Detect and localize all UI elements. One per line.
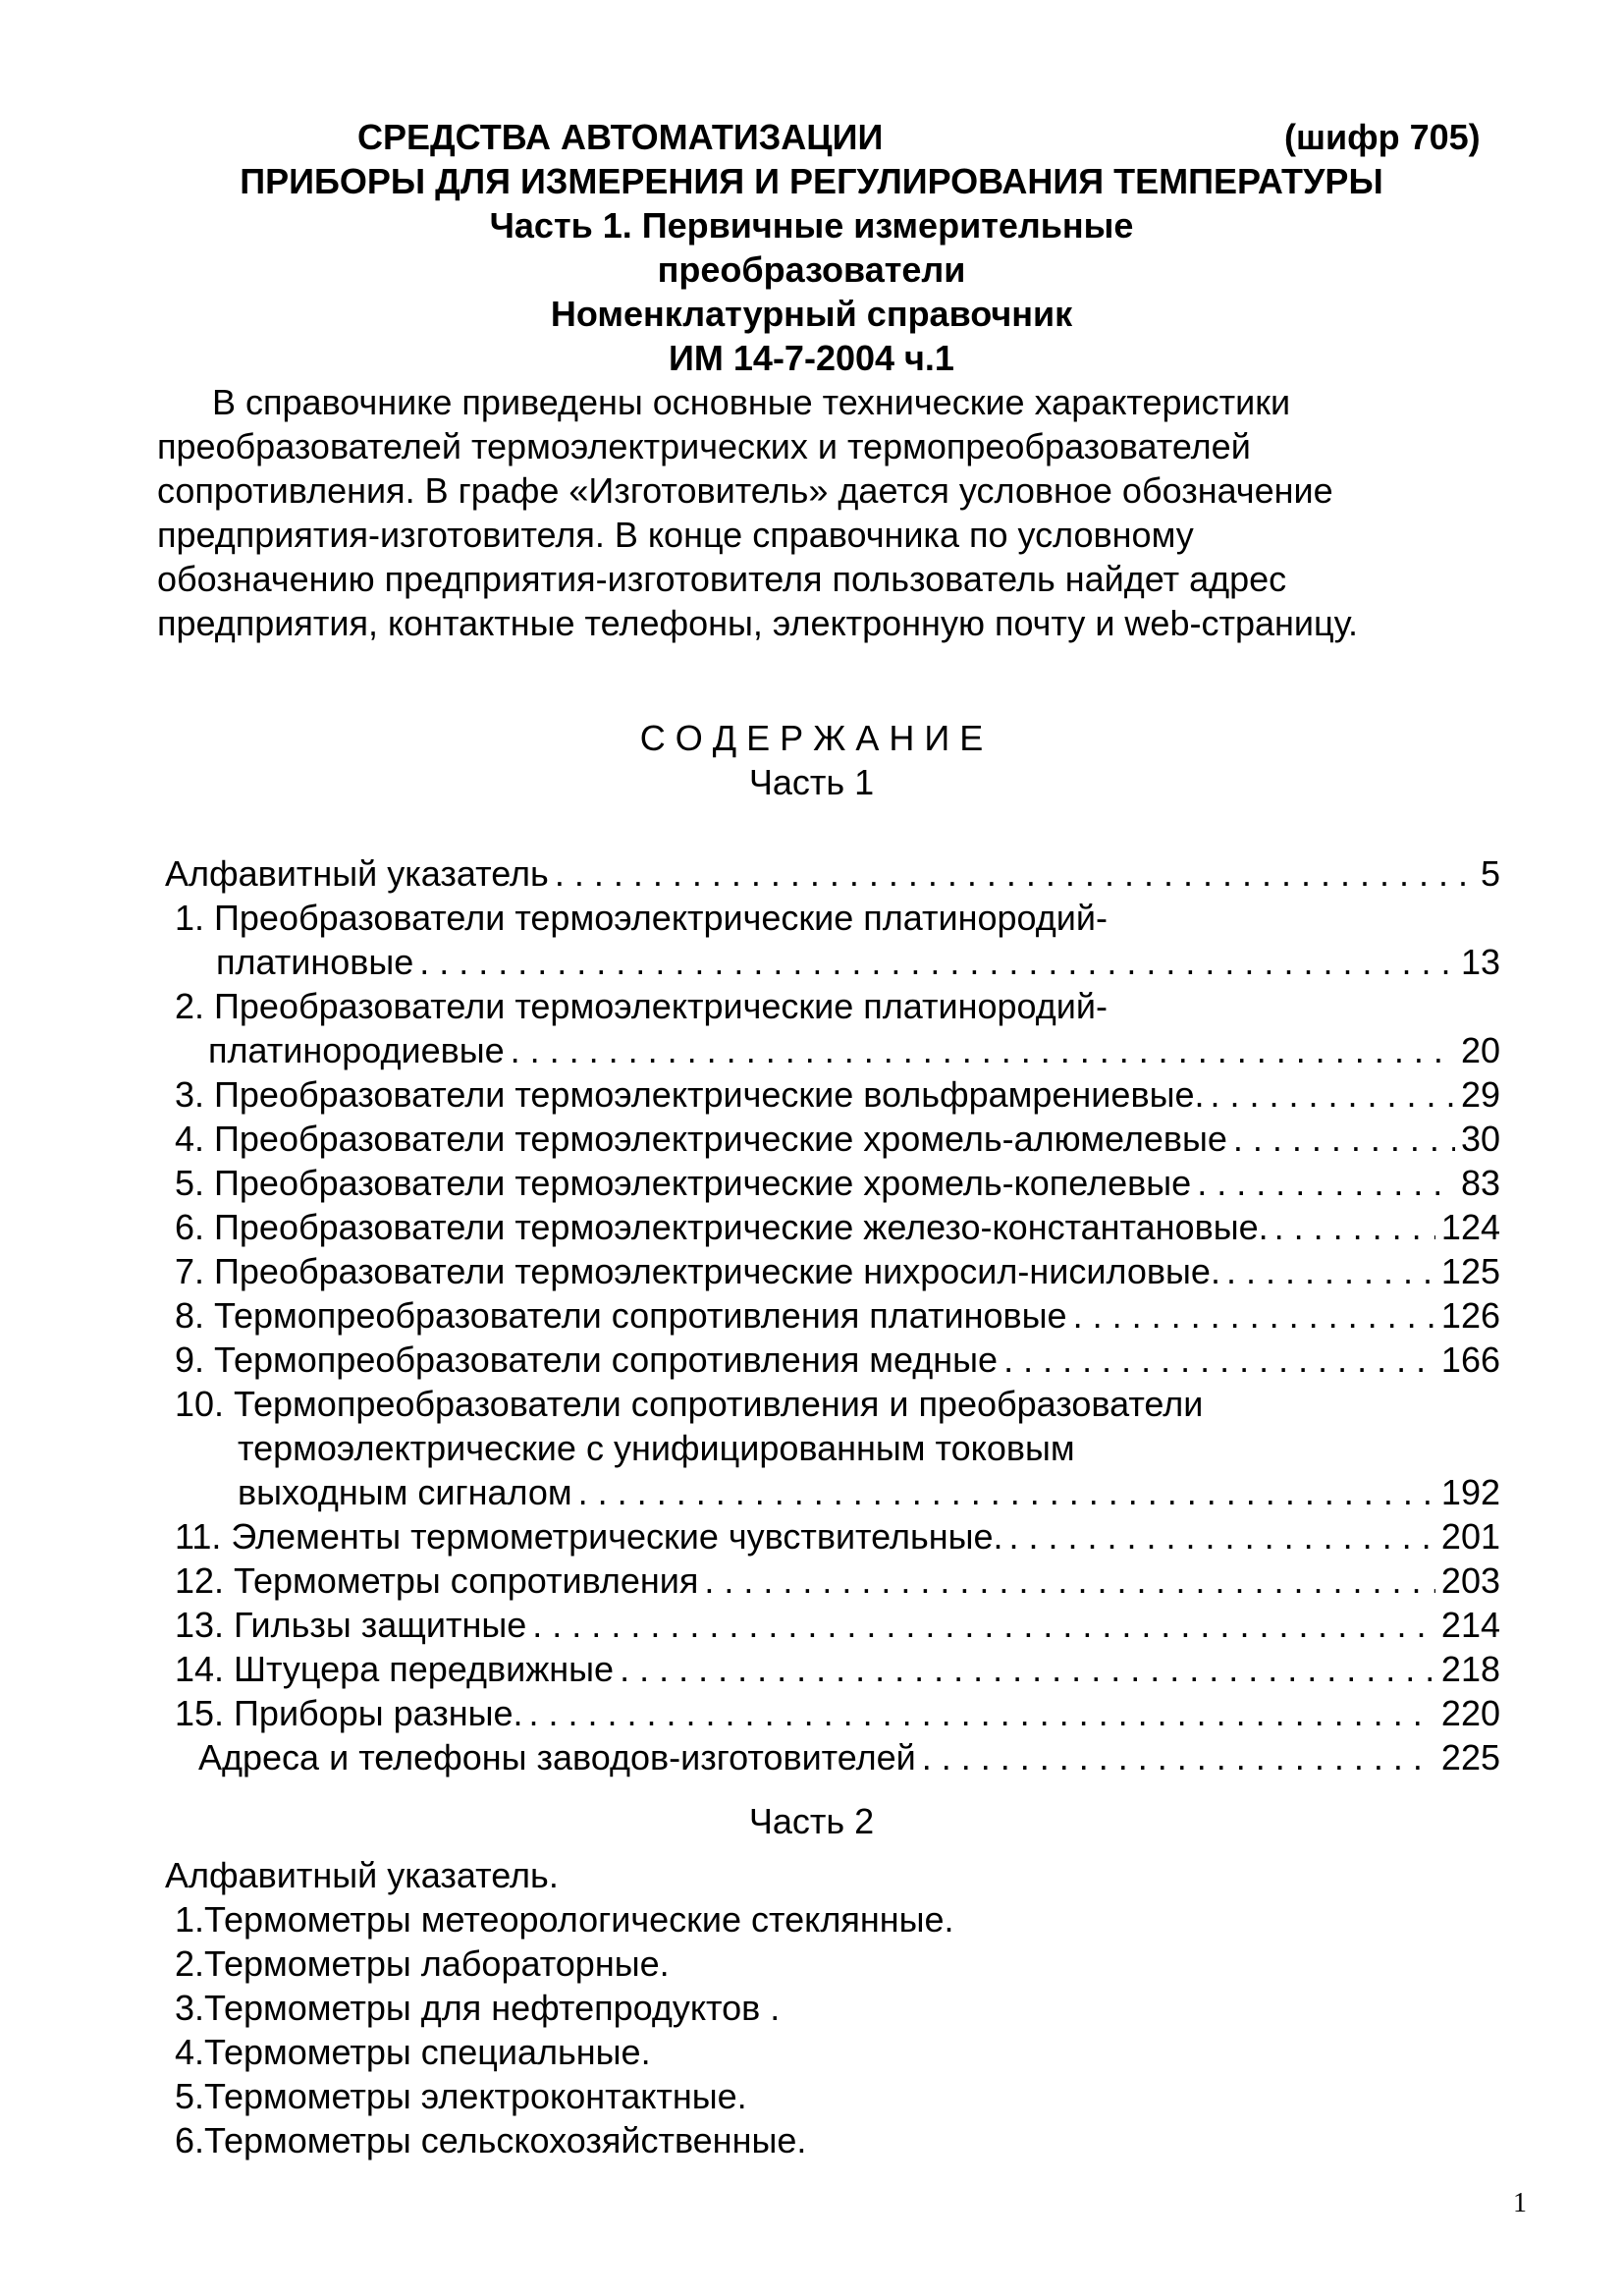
toc-entry-page: 201	[1440, 1516, 1500, 1557]
toc-entry-page: 83	[1460, 1163, 1500, 1203]
toc-leader	[529, 1692, 1435, 1735]
title-line1: СРЕДСТВА АВТОМАТИЗАЦИИ	[357, 117, 884, 157]
toc-entry	[198, 1736, 1500, 1779]
toc-entry-page: 214	[1440, 1605, 1500, 1645]
toc-entry-page: 126	[1440, 1295, 1500, 1336]
part2-item: 1.Термометры метеорологические стеклянные.	[175, 1899, 954, 1940]
intro-line: предприятия-изготовителя. В конце справочника по условному	[157, 515, 1194, 555]
toc-leader	[1003, 1339, 1435, 1382]
toc-entry-page: 220	[1440, 1693, 1500, 1733]
part-title-line1: Часть 1. Первичные измерительные	[489, 205, 1134, 246]
toc-leader	[1274, 1206, 1435, 1249]
toc-leader	[1233, 1118, 1455, 1161]
part2-item: 5.Термометры электроконтактные.	[175, 2076, 747, 2116]
toc-entry-page: 13	[1460, 942, 1500, 982]
part2-item: Алфавитный указатель.	[165, 1855, 559, 1895]
toc-leader	[555, 852, 1465, 896]
toc-entry	[208, 1029, 1500, 1072]
toc-entry-page: 124	[1440, 1207, 1500, 1247]
intro-line: сопротивления. В графе «Изготовитель» дается условное обозначение	[157, 470, 1333, 511]
part2-item: 6.Термометры сельскохозяйственные.	[175, 2120, 807, 2160]
toc-entry-title: 6. Преобразователи термоэлектрические железо-константановые.	[175, 1207, 1269, 1247]
intro-line: преобразователей термоэлектрических и термопреобразователей	[157, 426, 1251, 466]
toc-entry-title: Алфавитный указатель	[165, 853, 549, 894]
contents-heading: С О Д Е Р Ж А Н И Е	[639, 718, 984, 758]
toc-entry	[175, 1073, 1500, 1117]
toc-entry-title: 7. Преобразователи термоэлектрические нихросил-нисиловые.	[175, 1251, 1220, 1291]
intro-line: В справочнике приведены основные технические характеристики	[212, 382, 1291, 422]
toc-entry	[165, 852, 1500, 896]
toc-entry-page: 203	[1440, 1560, 1500, 1601]
toc-entry	[238, 1471, 1500, 1514]
toc-entry-page: 5	[1480, 853, 1500, 894]
toc-entry	[175, 1118, 1500, 1161]
toc-entry	[175, 1692, 1500, 1735]
toc-entry-title: 14. Штуцера передвижные	[175, 1649, 615, 1689]
document-id: ИМ 14-7-2004 ч.1	[669, 338, 954, 378]
toc-entry	[175, 1515, 1500, 1558]
toc-entry-title: 8. Термопреобразователи сопротивления платиновые	[175, 1295, 1067, 1336]
toc-entry-page: 192	[1440, 1472, 1500, 1512]
toc-entry-title: платинородиевые	[208, 1030, 505, 1070]
toc-entry	[175, 1604, 1500, 1647]
part-title-line2: преобразователи	[657, 249, 966, 290]
toc-entry	[175, 1559, 1500, 1603]
title-line2: ПРИБОРЫ ДЛЯ ИЗМЕРЕНИЯ И РЕГУЛИРОВАНИЯ ТЕМПЕРАТУРЫ	[240, 161, 1383, 201]
toc-leader	[1073, 1294, 1435, 1338]
toc-entry	[216, 941, 1500, 984]
reference-title: Номенклатурный справочник	[550, 294, 1073, 334]
toc-leader	[532, 1604, 1435, 1647]
intro-line: обозначению предприятия-изготовителя пользователь найдет адрес	[157, 559, 1287, 599]
toc-entry-title: термоэлектрические с унифицированным токовым	[238, 1428, 1075, 1468]
toc-entry-title: 9. Термопреобразователи сопротивления медные	[175, 1339, 999, 1380]
page-number: 1	[1513, 2188, 1527, 2218]
toc-entry-title: 3. Преобразователи термоэлектрические вольфрамрениевые.	[175, 1074, 1205, 1115]
toc-entry-title: Адреса и телефоны заводов-изготовителей	[198, 1737, 916, 1777]
toc-leader	[1009, 1515, 1435, 1558]
toc-entry	[175, 1206, 1500, 1249]
code-label: (шифр 705)	[1284, 117, 1481, 157]
toc-leader	[704, 1559, 1435, 1603]
toc-entry	[175, 1294, 1500, 1338]
toc-entry-title: 2. Преобразователи термоэлектрические платинородий-	[175, 986, 1108, 1026]
intro-line: предприятия, контактные телефоны, электронную почту и web-страницу.	[157, 603, 1358, 643]
toc-entry-title: 1. Преобразователи термоэлектрические платинородий-	[175, 898, 1108, 938]
toc-leader	[1226, 1250, 1435, 1293]
toc-entry-title: платиновые	[216, 942, 414, 982]
toc-entry-title: 13. Гильзы защитные	[175, 1605, 527, 1645]
toc-entry-page: 225	[1440, 1737, 1500, 1777]
toc-entry	[175, 1162, 1500, 1205]
toc-leader	[1197, 1162, 1455, 1205]
toc-entry	[175, 1648, 1500, 1691]
toc-entry-title: 4. Преобразователи термоэлектрические хромель-алюмелевые	[175, 1119, 1227, 1159]
toc-entry-page: 125	[1440, 1251, 1500, 1291]
toc-entry-page: 30	[1460, 1119, 1500, 1159]
toc-entry-title: 15. Приборы разные.	[175, 1693, 523, 1733]
toc-entry-page: 218	[1440, 1649, 1500, 1689]
toc-entry-page: 20	[1460, 1030, 1500, 1070]
toc-entry-page: 29	[1460, 1074, 1500, 1115]
toc-entry	[175, 1250, 1500, 1293]
toc-entry-title: 12. Термометры сопротивления	[175, 1560, 699, 1601]
part2-item: 3.Термометры для нефтепродуктов .	[175, 1988, 781, 2028]
part2-label: Часть 2	[748, 1801, 875, 1841]
toc-entry	[175, 1339, 1500, 1382]
toc-entry-title: 11. Элементы термометрические чувствительные.	[175, 1516, 1003, 1557]
toc-leader	[620, 1648, 1435, 1691]
part1-label: Часть 1	[748, 762, 875, 802]
toc-leader	[578, 1471, 1435, 1514]
toc-entry-title: 5. Преобразователи термоэлектрические хромель-копелевые	[175, 1163, 1192, 1203]
toc-entry-title: 10. Термопреобразователи сопротивления и преобразователи	[175, 1384, 1204, 1424]
toc-leader	[922, 1736, 1435, 1779]
toc-leader	[511, 1029, 1455, 1072]
toc-leader	[1210, 1073, 1454, 1117]
toc-entry-title: выходным сигналом	[238, 1472, 572, 1512]
toc-leader	[419, 941, 1455, 984]
part2-item: 4.Термометры специальные.	[175, 2032, 651, 2072]
toc-entry-page: 166	[1440, 1339, 1500, 1380]
part2-item: 2.Термометры лабораторные.	[175, 1943, 670, 1984]
